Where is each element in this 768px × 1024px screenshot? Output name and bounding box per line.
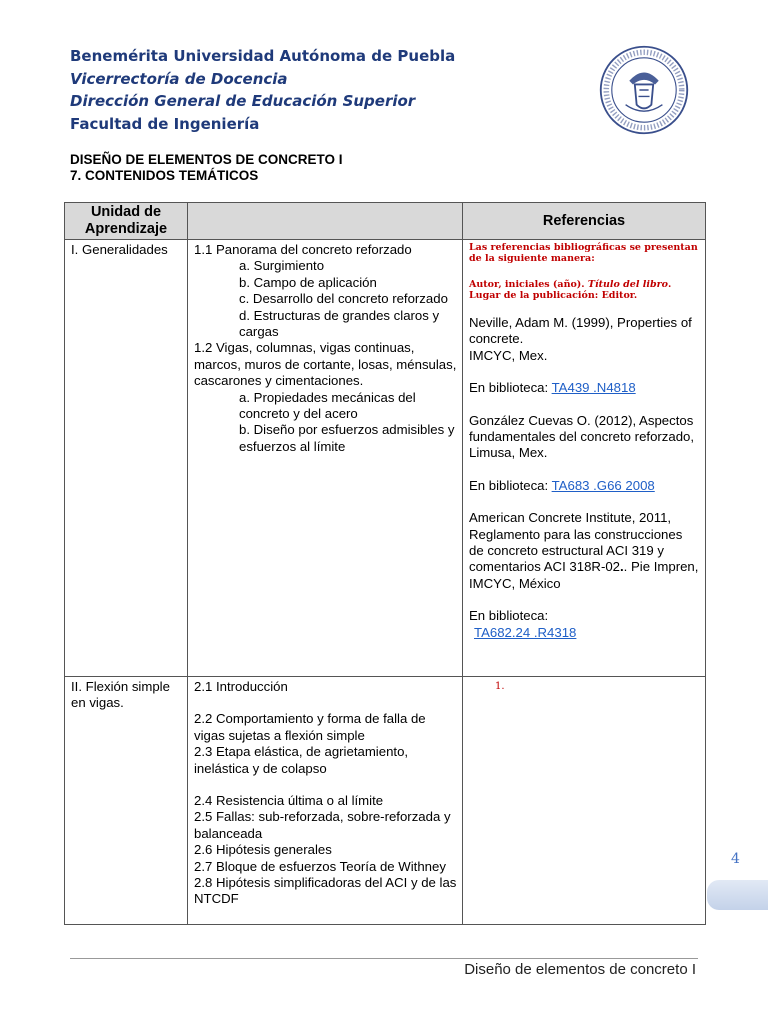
references-cell xyxy=(463,677,706,925)
list-item: 2.1 Introducción xyxy=(194,679,288,694)
table-row xyxy=(65,677,706,925)
library-entry: En biblioteca: TA439 .N4818 xyxy=(469,380,636,396)
header-references: Referencias xyxy=(463,203,706,240)
content-cell xyxy=(188,240,463,677)
library-label: En biblioteca: xyxy=(469,608,549,624)
header-unit: Unidad de Aprendizaje xyxy=(65,203,188,240)
footer-text: Diseño de elementos de concreto I xyxy=(464,961,696,978)
library-link[interactable]: TA682.24 .R4318 xyxy=(474,624,577,640)
list-item: 1.1 Panorama del concreto reforzado xyxy=(194,242,412,257)
footer-divider xyxy=(70,958,698,959)
table-row xyxy=(65,240,706,677)
institution-header xyxy=(70,45,455,135)
university-name: Benemérita Universidad Autónoma de Puebla xyxy=(70,47,456,65)
direction-name: Dirección General de Educación Superior xyxy=(70,92,416,110)
university-seal-icon xyxy=(598,44,690,136)
list-item: c. Desarrollo del concreto reforzado xyxy=(239,291,448,307)
document-title xyxy=(70,152,343,184)
section-title: 7. CONTENIDOS TEMÁTICOS xyxy=(70,168,259,183)
library-link[interactable]: TA683 .G66 2008 xyxy=(551,477,655,493)
citation-format-note: Las referencias bibliográficas se presentan de la siguiente manera: xyxy=(469,242,698,264)
list-item: 2.3 Etapa elástica, de agrietamiento, inelástica y de colapso xyxy=(194,744,409,776)
list-item: a. Surgimiento xyxy=(239,258,325,274)
contents-table xyxy=(64,202,706,925)
course-title: DISEÑO DE ELEMENTOS DE CONCRETO I xyxy=(70,152,343,167)
header-content xyxy=(188,203,463,240)
reference-entry: Neville, Adam M. (1999), Properties of concrete. xyxy=(469,315,692,347)
references-cell xyxy=(463,240,706,677)
citation-format-example: Autor, iniciales (año). Título del libro. Lugar de la publicación: Editor. xyxy=(469,279,672,301)
library-entry: En biblioteca: TA683 .G66 2008 xyxy=(469,477,655,493)
reference-marker: 1. xyxy=(495,681,505,692)
list-item: a. Propiedades mecánicas del concreto y del acero xyxy=(239,389,416,422)
list-item: 1.2 Vigas, columnas, vigas continuas, marcos, muros de cortante, losas, ménsulas, cascarones y cimentaciones. xyxy=(194,340,457,389)
faculty-name: Facultad de Ingeniería xyxy=(70,114,260,133)
vicerrectoria-name: Vicerrectoría de Docencia xyxy=(70,69,288,88)
library-entry xyxy=(469,625,700,641)
table-header-row xyxy=(65,203,706,240)
page-tab-decoration xyxy=(707,880,768,910)
list-item: 2.4 Resistencia última o al límite xyxy=(194,793,384,809)
list-item: 2.2 Comportamiento y forma de falla de vigas sujetas a flexión simple xyxy=(194,711,426,743)
reference-entry: González Cuevas O. (2012), Aspectos fundamentales del concreto reforzado, Limusa, Mex. xyxy=(469,412,695,461)
list-item: b. Campo de aplicación xyxy=(239,274,377,290)
reference-publisher: IMCYC, Mex. xyxy=(469,347,548,363)
reference-entry: American Concrete Institute, 2011, Reglamento para las construcciones de concreto estructural ACI 319 y comentarios ACI 318R-02.. Pie Impren, IMCYC, México xyxy=(469,510,699,591)
list-item: 2.5 Fallas: sub-reforzada, sobre-reforzada y balanceada xyxy=(194,809,451,841)
unit-cell: I. Generalidades xyxy=(65,240,188,677)
page-number: 4 xyxy=(731,851,740,867)
list-item: d. Estructuras de grandes claros y cargas xyxy=(239,307,440,340)
content-cell xyxy=(188,677,463,925)
unit-cell: II. Flexión simple en vigas. xyxy=(65,677,188,925)
list-item: 2.8 Hipótesis simplificadoras del ACI y de las NTCDF xyxy=(194,875,457,907)
list-item: b. Diseño por esfuerzos admisibles y esfuerzos al límite xyxy=(239,422,455,454)
list-item: 2.6 Hipótesis generales xyxy=(194,842,332,858)
list-item: 2.7 Bloque de esfuerzos Teoría de Withney xyxy=(194,858,446,874)
library-link[interactable]: TA439 .N4818 xyxy=(551,380,636,396)
